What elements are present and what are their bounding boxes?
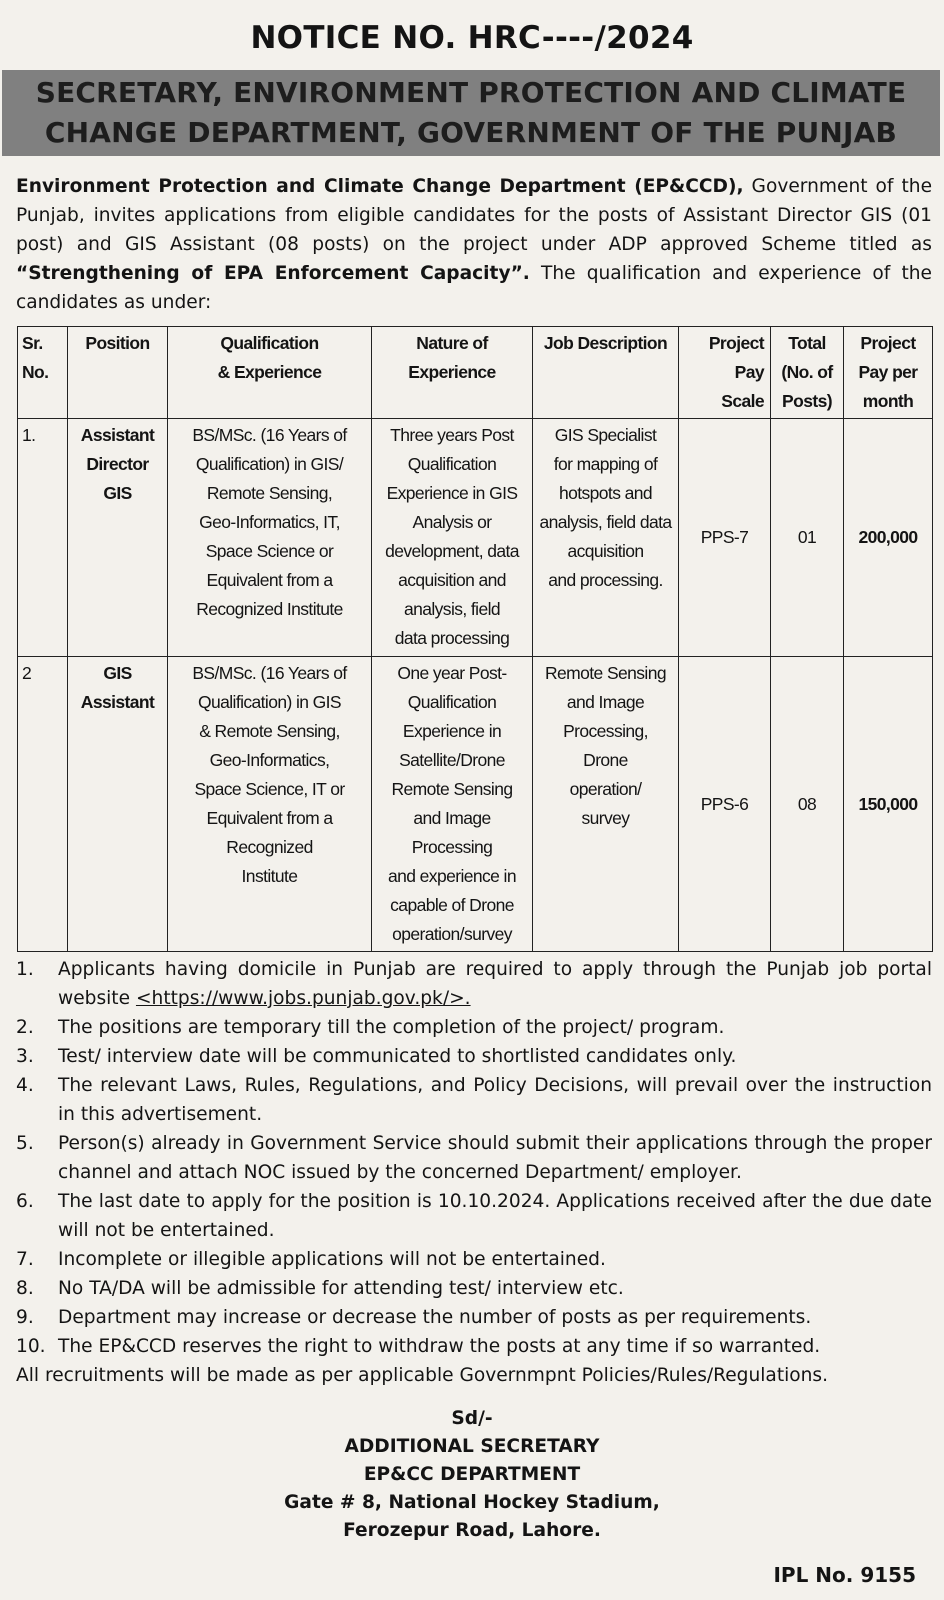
terms-list	[16, 955, 932, 1361]
jobs-portal-link[interactable]: <https://www.jobs.punjab.gov.pk/>.	[135, 988, 471, 1009]
cell-pay-per-month: 150,000	[844, 657, 933, 952]
term-number: 8.	[16, 1278, 34, 1299]
term-item	[16, 1245, 932, 1274]
header-nature-of-experience: Nature of Experience	[372, 327, 533, 419]
cell-position: GIS Assistant	[68, 657, 168, 952]
intro-text-2: The qualification and experience of the candidates as under:	[16, 263, 932, 313]
cell-job-description: GIS Specialist for mapping of hotspots and analysis, field data acquisition and processing.	[533, 419, 679, 657]
term-text: The positions are temporary till the completion of the project/ program.	[58, 1017, 725, 1038]
term-item	[16, 1129, 932, 1187]
table-header-row	[18, 327, 933, 419]
term-text: Department may increase or decrease the number of posts as per requirements.	[58, 1307, 812, 1328]
table-row	[18, 657, 933, 952]
term-number: 9.	[16, 1307, 34, 1328]
term-item	[16, 1303, 932, 1332]
cell-pay-per-month: 200,000	[844, 419, 933, 657]
signatory-department: EP&CC DEPARTMENT	[363, 1464, 581, 1485]
term-text: The last date to apply for the position is 10.10.2024. Applications received after the due date will not be entertained.	[58, 1191, 932, 1241]
term-number: 1.	[16, 959, 34, 980]
term-item	[16, 1071, 932, 1129]
term-number: 3.	[16, 1046, 34, 1067]
cell-position: Assistant Director GIS	[68, 419, 168, 657]
cell-total-posts: 01	[771, 419, 844, 657]
intro-department-name: Environment Protection and Climate Change Department (EP&CCD),	[16, 176, 744, 197]
address-line-2: Ferozepur Road, Lahore.	[343, 1520, 601, 1541]
term-number: 4.	[16, 1075, 34, 1096]
closing-statement: All recruitments will be made as per applicable Governmpnt Policies/Rules/Regulations.	[16, 1365, 829, 1386]
term-item	[16, 955, 932, 1013]
table-row	[18, 419, 933, 657]
cell-pay-scale: PPS-7	[679, 419, 771, 657]
signatory-title: ADDITIONAL SECRETARY	[344, 1436, 600, 1457]
term-text: Incomplete or illegible applications will not be entertained.	[58, 1249, 606, 1270]
term-number: 10.	[16, 1336, 46, 1357]
term-text: No TA/DA will be admissible for attending test/ interview etc.	[58, 1278, 624, 1299]
header-position: Position	[68, 327, 168, 419]
ipl-number: IPL No. 9155	[773, 1563, 916, 1587]
header-qualification: Qualification & Experience	[168, 327, 372, 419]
cell-nature-of-experience: One year Post- Qualification Experience in Satellite/Drone Remote Sensing and Image Processing and experience in capable of Drone operation/survey	[372, 657, 533, 952]
term-item	[16, 1013, 932, 1042]
term-item	[16, 1187, 932, 1245]
intro-text-1: Government of the Punjab, invites applications from eligible candidates for the posts of Assistant Director GIS (01 post) and GIS Assistant (08 posts) on the project under ADP approved Scheme titled as	[16, 176, 933, 255]
term-text: Test/ interview date will be communicated to shortlisted candidates only.	[58, 1046, 737, 1067]
cell-sr-no: 1.	[18, 419, 68, 657]
term-item	[16, 1274, 932, 1303]
banner-line-2: CHANGE DEPARTMENT, GOVERNMENT OF THE PUNJAB	[44, 116, 898, 149]
term-number: 2.	[16, 1017, 34, 1038]
banner-line-1: SECRETARY, ENVIRONMENT PROTECTION AND CLIMATE	[35, 76, 907, 109]
term-number: 7.	[16, 1249, 34, 1270]
term-item	[16, 1332, 932, 1361]
notice-title: NOTICE NO. HRC----/2024	[250, 20, 694, 56]
header-pay-per-month: Project Pay per month	[844, 327, 933, 419]
cell-nature-of-experience: Three years Post Qualification Experience in GIS Analysis or development, data acquisition and analysis, field data processing	[372, 419, 533, 657]
term-number: 5.	[16, 1133, 34, 1154]
signature-sd: Sd/-	[451, 1408, 493, 1429]
header-job-description: Job Description	[533, 327, 679, 419]
cell-pay-scale: PPS-6	[679, 657, 771, 952]
header-total-posts: Total (No. of Posts)	[771, 327, 844, 419]
cell-job-description: Remote Sensing and Image Processing, Drone operation/ survey	[533, 657, 679, 952]
department-banner	[2, 70, 940, 156]
term-text: The relevant Laws, Rules, Regulations, and Policy Decisions, will prevail over the instruction in this advertisement.	[58, 1075, 932, 1125]
term-item	[16, 1042, 932, 1071]
term-text: Person(s) already in Government Service should submit their applications through the proper channel and attach NOC issued by the concerned Department/ employer.	[58, 1133, 932, 1183]
cell-sr-no: 2	[18, 657, 68, 952]
cell-qualification: BS/MSc. (16 Years of Qualification) in GIS/ Remote Sensing, Geo-Informatics, IT, Space Science or Equivalent from a Recognized Institute	[168, 419, 372, 657]
term-number: 6.	[16, 1191, 34, 1212]
signature-block	[0, 1405, 944, 1545]
header-sr-no: Sr. No.	[18, 327, 68, 419]
intro-scheme-title: “Strengthening of EPA Enforcement Capacity”.	[16, 263, 530, 284]
address-line-1: Gate # 8, National Hockey Stadium,	[284, 1492, 660, 1513]
intro-paragraph	[16, 172, 932, 317]
posts-table	[17, 326, 933, 952]
term-text: Applicants having domicile in Punjab are required to apply through the Punjab job portal website	[58, 959, 932, 1009]
cell-qualification: BS/MSc. (16 Years of Qualification) in GIS & Remote Sensing, Geo-Informatics, Space Science, IT or Equivalent from a Recognized Institute	[168, 657, 372, 952]
term-text: The EP&CCD reserves the right to withdraw the posts at any time if so warranted.	[58, 1336, 821, 1357]
header-pay-scale: Project Pay Scale	[679, 327, 771, 419]
cell-total-posts: 08	[771, 657, 844, 952]
